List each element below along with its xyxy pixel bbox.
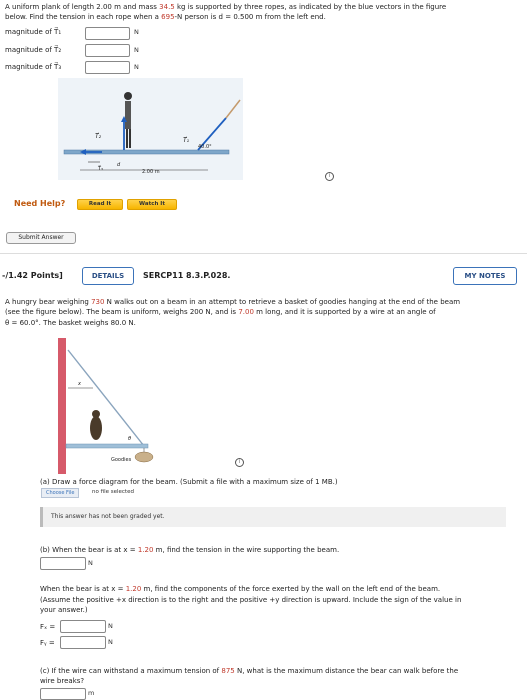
tension-input[interactable] (40, 557, 86, 570)
bear-body (90, 416, 102, 440)
q2-intro-line1 (5, 297, 460, 307)
q2-text: (c) If the wire can withstand a maximum tension of (40, 667, 222, 675)
q2-text: N, what is the maximum distance the bear can walk before the (234, 667, 459, 675)
fx-unit: N (108, 622, 113, 630)
d-label: d (117, 162, 121, 168)
no-file-label: no file selected (92, 489, 134, 495)
fy-unit: N (108, 638, 113, 646)
q1-weight: 695 (161, 13, 175, 21)
read-it-button[interactable]: Read It (77, 199, 123, 210)
watch-it-button[interactable]: Watch It (127, 199, 177, 210)
t1-unit: N (134, 28, 139, 36)
t2-unit: N (134, 46, 139, 54)
details-button[interactable]: DETAILS (82, 267, 134, 285)
problem-code: SERCP11 8.3.P.028. (143, 271, 231, 280)
q1-text: kg is supported by three ropes, as indicated by the blue vectors in the figure (174, 3, 447, 11)
bear-head (92, 410, 100, 418)
q2-text: A hungry bear weighing (5, 298, 92, 306)
q2-text: m long, and it is supported by a wire at an angle of (253, 308, 436, 316)
basket (135, 452, 153, 462)
my-notes-button[interactable]: MY NOTES (453, 267, 517, 285)
fy-input[interactable] (60, 636, 106, 649)
t2-label: magnitude of T⃗₂ (5, 46, 62, 54)
part-a-text: (a) Draw a force diagram for the beam. (Submit a file with a maximum size of 1 MB.) (40, 478, 338, 486)
q1-statement-line2 (5, 12, 326, 22)
length-label: 2.00 m (142, 169, 160, 175)
q1-mass: 34.5 (159, 3, 175, 11)
beam (66, 444, 148, 448)
q2-text: (b) When the bear is at x = (40, 546, 138, 554)
divider (0, 253, 527, 254)
theta-label: θ (128, 436, 132, 442)
fy-label: Fᵧ = (40, 639, 55, 647)
points-label: -/1.42 Points] (2, 271, 63, 280)
distance-input[interactable] (40, 688, 86, 700)
x-value: 1.20 (125, 585, 142, 593)
fx-label: Fₓ = (40, 623, 56, 631)
t3-unit: N (134, 63, 139, 71)
x-value: 1.20 (137, 546, 154, 554)
t2-label-fig: T⃗₂ (95, 133, 102, 140)
q2-text: m, find the tension in the wire supporting the beam. (153, 546, 340, 554)
wall (58, 338, 66, 474)
choose-file-button[interactable]: Choose File (41, 488, 79, 498)
part-c-line2: wire breaks? (40, 677, 85, 685)
bear-weight: 730 (91, 298, 105, 306)
angle-label: 40.0° (198, 144, 212, 150)
t1-input[interactable] (85, 27, 130, 40)
tension-unit: N (88, 559, 93, 567)
part-c-line1 (40, 666, 458, 676)
q1-text: below. Find the tension in each rope when a (5, 13, 162, 21)
q2-intro-line3: θ = 60.0°. The basket weighs 80.0 N. (5, 319, 136, 327)
q2-intro-line2 (5, 307, 436, 317)
distance-unit: m (88, 689, 95, 697)
q2-text: N walks out on a beam in an attempt to retrieve a basket of goodies hanging at the end of the beam (104, 298, 461, 306)
q2-text: (see the figure below). The beam is uniform, weighs 200 N, and is (5, 308, 239, 316)
t3-input[interactable] (85, 61, 130, 74)
person-head (124, 92, 132, 100)
q1-text: -N person is d = 0.500 m from the left end. (174, 13, 326, 21)
t3-label: magnitude of T⃗₃ (5, 63, 62, 71)
part-b2-line1 (40, 584, 440, 594)
t3-label-fig: T⃗₃ (98, 166, 104, 172)
fx-input[interactable] (60, 620, 106, 633)
plank-figure (58, 78, 243, 180)
goodies-label: Goodies (111, 457, 132, 463)
part-b2-line3: your answer.) (40, 606, 88, 614)
submit-answer-button[interactable]: Submit Answer (6, 232, 76, 244)
person-body (125, 101, 131, 129)
q1-text: A uniform plank of length 2.00 m and mass (5, 3, 160, 11)
q2-text: When the bear is at x = (40, 585, 126, 593)
t1-label: magnitude of T⃗₁ (5, 28, 62, 36)
info-icon[interactable]: i (235, 458, 244, 467)
info-icon[interactable]: i (325, 172, 334, 181)
part-b2-line2: (Assume the positive +x direction is to the right and the positive +y direction is upward. Include the sign of the value in (40, 596, 462, 604)
q1-statement-line1 (5, 2, 446, 12)
not-graded-note: This answer has not been graded yet. (40, 507, 506, 527)
t2-input[interactable] (85, 44, 130, 57)
part-b-text (40, 545, 339, 555)
x-label: x (78, 381, 81, 387)
t1-label-fig: T⃗₁ (183, 137, 190, 144)
bear-figure (56, 336, 241, 476)
beam-length: 7.00 (238, 308, 254, 316)
need-help-label: Need Help? (14, 199, 66, 208)
max-tension: 875 (221, 667, 235, 675)
q2-text: m, find the components of the force exerted by the wall on the left end of the beam. (141, 585, 441, 593)
